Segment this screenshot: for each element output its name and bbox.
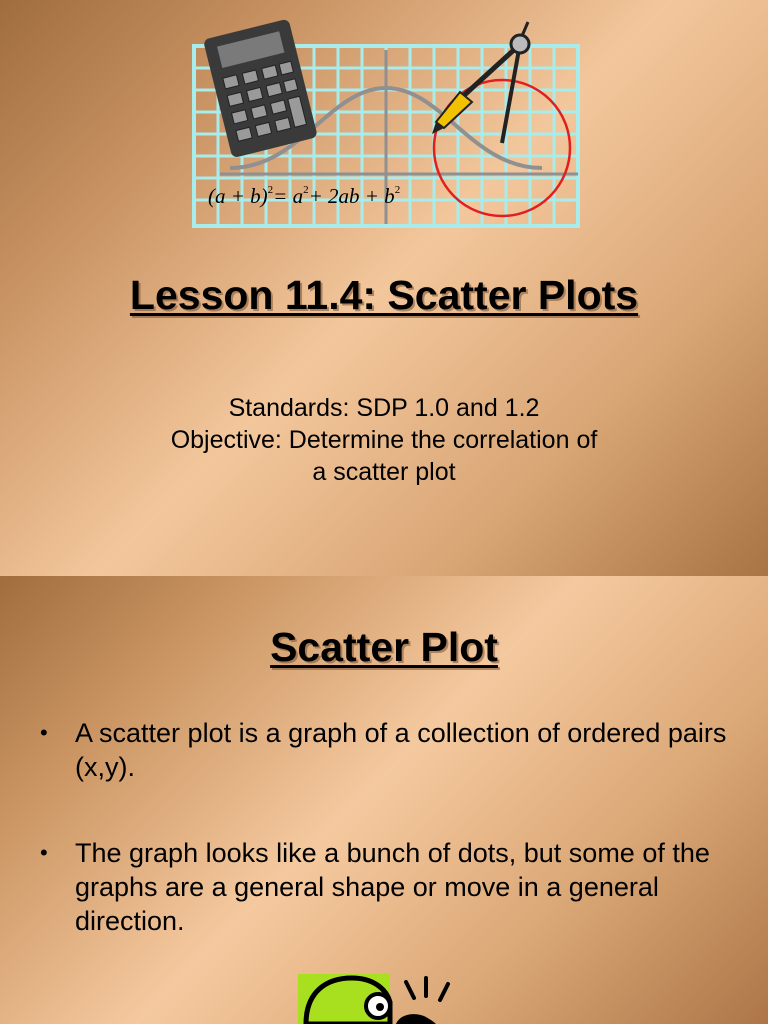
slide-1-title: Lesson 11.4: Scatter Plots [129,272,639,318]
bullet-list [40,716,730,990]
formula-b-exponent: 2 [394,184,401,196]
green-cartoon-character-icon [296,974,466,1024]
slide-2-title: Scatter Plot [270,624,498,670]
formula-middle: + 2ab + b [308,184,395,208]
slide-1-subtitle [0,392,768,488]
bullet-text: A scatter plot is a graph of a collection of ordered pairs (x,y). [75,718,727,782]
standards-text: Standards: SDP 1.0 and 1.2 [228,394,540,422]
slide-2 [0,576,768,1024]
bullet-marker: • [40,720,48,745]
bullet-text: The graph looks like a bunch of dots, but some of the graphs are a general shape or move in a general direction. [75,838,710,936]
bullet-item [40,836,730,938]
formula-left-exponent: 2 [267,184,274,196]
formula [208,184,400,209]
bullet-item [40,716,730,784]
objective-text-line-2: a scatter plot [312,458,456,486]
formula-a-exponent: 2 [303,184,309,196]
objective-text-line-1: Objective: Determine the correlation of [170,426,598,454]
formula-equals: = a [273,184,304,208]
formula-left: (a + b) [208,184,268,208]
bullet-marker: • [40,840,48,865]
